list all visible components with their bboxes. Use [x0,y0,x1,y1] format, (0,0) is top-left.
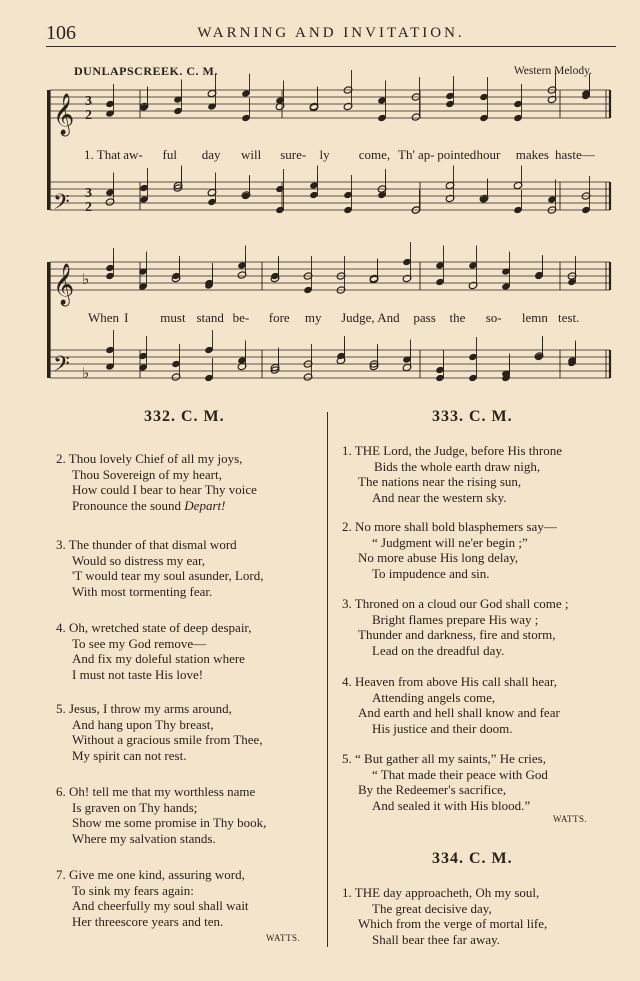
hymn-332-title: 332. C. M. [144,408,225,425]
verse-line: 1. THE day approacheth, Oh my soul, [342,885,540,900]
lyric-syllable: stand [196,310,224,325]
lyric-syllable: sure- [280,147,307,162]
verse-line: Bright flames prepare His way ; [372,611,539,627]
lyric-syllable: makes [515,147,549,162]
system-bracket [47,262,50,378]
hymn-333-verse-3 [342,596,569,658]
verse-line: Thunder and darkness, fire and storm, [358,627,556,642]
verse-line: Show me some promise in Thy book, [72,815,267,830]
lyric-syllable: be- [232,310,250,325]
verse-line: I must not taste His love! [72,666,204,682]
lyric-syllable: pass [413,310,436,325]
verse-line: “ Judgment will ne'er begin ;” [372,534,528,550]
verse-line: Where my salvation stands. [72,830,216,846]
hymn-333-verse-5 [342,751,548,813]
verse-line: 4. Oh, wretched state of deep despair, [56,620,252,635]
column-divider [327,412,328,947]
lyric-syllable: test. [558,310,580,325]
hymn-334-title: 334. C. M. [432,850,513,867]
verse-line: Attending angels come, [372,689,496,705]
verse-line: 2. No more shall bold blasphemers say— [342,519,557,534]
hymn-333-verse-4 [342,674,560,736]
lyric-syllable: hour [476,147,501,162]
hymn-332-verse-3 [56,537,264,599]
verse-line: How could I bear to hear Thy voice [72,482,257,497]
verse-line: Would so distress my ear, [72,552,206,568]
hymn-332-verse-4 [56,620,252,682]
verse-line: “ That made their peace with God [372,766,548,782]
verse-line: 1. THE Lord, the Judge, before His throne [342,443,562,458]
tune-composer: Western Melody. [513,65,592,77]
verse-line: Shall bear thee far away. [372,931,501,947]
lyric-syllable: Judge, [341,310,375,325]
lyric-syllable: come, [358,147,391,162]
verse-line: 6. Oh! tell me that my worthless name [56,784,256,799]
time-sig-bottom-bass: 2 [85,200,92,215]
lyric-syllable: And [377,310,400,325]
hymn-333-verse-1 [342,443,562,505]
verse-line: My spirit can not rest. [72,747,187,763]
time-sig-top-treble: 3 [85,94,92,109]
verse-line: And near the western sky. [372,489,507,505]
hymn-334-verse-1 [342,885,547,947]
lyric-syllable: ful [162,147,177,162]
verse-line: Which from the verge of mortal life, [358,916,548,931]
system-bracket [47,90,50,210]
lyric-syllable: day [201,147,221,162]
verse-line: And earth and hell shall know and fear [358,705,560,720]
hymn-332-verse-2 [56,451,257,513]
lyric-syllable: will [241,147,262,162]
italic-word: Depart! [184,497,226,513]
treble-clef-system-2: 𝄞 [53,264,75,304]
lyric-syllable: lemn [521,310,548,325]
verse-line: To sink my fears again: [72,882,194,898]
lyric-syllable: I [124,310,129,325]
lyric-syllable: my [304,310,322,325]
hymn-333-attribution: WATTS. [553,814,588,824]
lyric-syllable: must [160,310,186,325]
verse-line: 3. Throned on a cloud our God shall come ; [342,596,569,611]
flat-sign: ♭ [82,272,90,288]
clefs [53,93,74,381]
lyric-syllable: ly [319,147,330,162]
verse-line: Is graven on Thy hands; [72,799,198,815]
page-number: 106 [46,22,76,44]
verse-line: By the Redeemer's sacrifice, [358,782,507,797]
verse-line: 'T would tear my soul asunder, Lord, [72,568,264,583]
verse-line: And sealed it with His blood.” [372,797,531,813]
hymn-332-attribution: WATTS. [266,933,301,943]
lyric-syllable: so- [485,310,502,325]
time-sig-top-bass: 3 [85,186,92,201]
bass-clef-system-1: 𝄢 [53,190,70,219]
verse-line: 3. The thunder of that dismal word [56,537,237,552]
lyric-syllable: haste— [555,147,595,162]
music-score [0,0,640,400]
flat-sign: ♭ [82,366,90,382]
verse-line: Bids the whole earth draw nigh, [374,458,541,474]
hymn-333-title: 333. C. M. [432,408,513,425]
hymn-332-verse-5 [56,701,263,763]
lyric-syllable: aw- [123,147,143,162]
running-title: WARNING AND INVITATION. [197,25,465,41]
verse-line: Her threescore years and ten. [72,913,224,929]
verse-line: 2. Thou lovely Chief of all my joys, [56,451,243,466]
bass-clef-system-2: 𝄢 [53,352,70,381]
verse-line: And cheerfully my soul shall wait [72,898,249,913]
verse-line: Pronounce the sound Depart! [72,497,226,513]
verse-line: 4. Heaven from above His call shall hear, [342,674,557,689]
verse-line: With most tormenting fear. [72,583,213,599]
staff-lines [47,90,610,382]
verse-line: Without a gracious smile from Thee, [72,732,263,747]
hymn-332-verse-6 [56,784,266,846]
verse-line: 5. Jesus, I throw my arms around, [56,701,232,716]
treble-clef-system-1: 𝄞 [53,94,75,134]
verse-line: 7. Give me one kind, assuring word, [56,867,245,882]
hymn-332-verse-7 [56,867,249,929]
verse-line: And hang upon Thy breast, [72,716,214,732]
lyric-syllable: Th' ap- [398,147,435,162]
lyric-syllable: the [449,310,466,325]
verse-line: And fix my doleful station where [72,651,245,666]
verse-line: Lead on the dreadful day. [372,642,505,658]
verse-line: The great decisive day, [372,900,492,916]
verse-line: To impudence and sin. [372,565,490,581]
verse-line: No more abuse His long delay, [358,550,519,565]
lyric-syllable: 1. That [84,147,121,162]
verse-line: To see my God remove— [72,635,207,651]
verse-line: Thou Sovereign of my heart, [72,466,222,482]
verse-line: The nations near the rising sun, [358,474,522,489]
tune-name: DUNLAPSCREEK. C. M. [74,64,218,78]
note-heads [105,70,591,382]
lyric-syllable: pointed [437,147,477,162]
lyric-syllable: fore [268,310,290,325]
lyric-syllable: When [88,310,120,325]
verse-line: 5. “ But gather all my saints,” He cries, [342,751,546,766]
time-sig-bottom-treble: 2 [85,108,92,123]
verse-line: His justice and their doom. [372,720,513,736]
hymn-333-verse-2 [342,519,557,581]
